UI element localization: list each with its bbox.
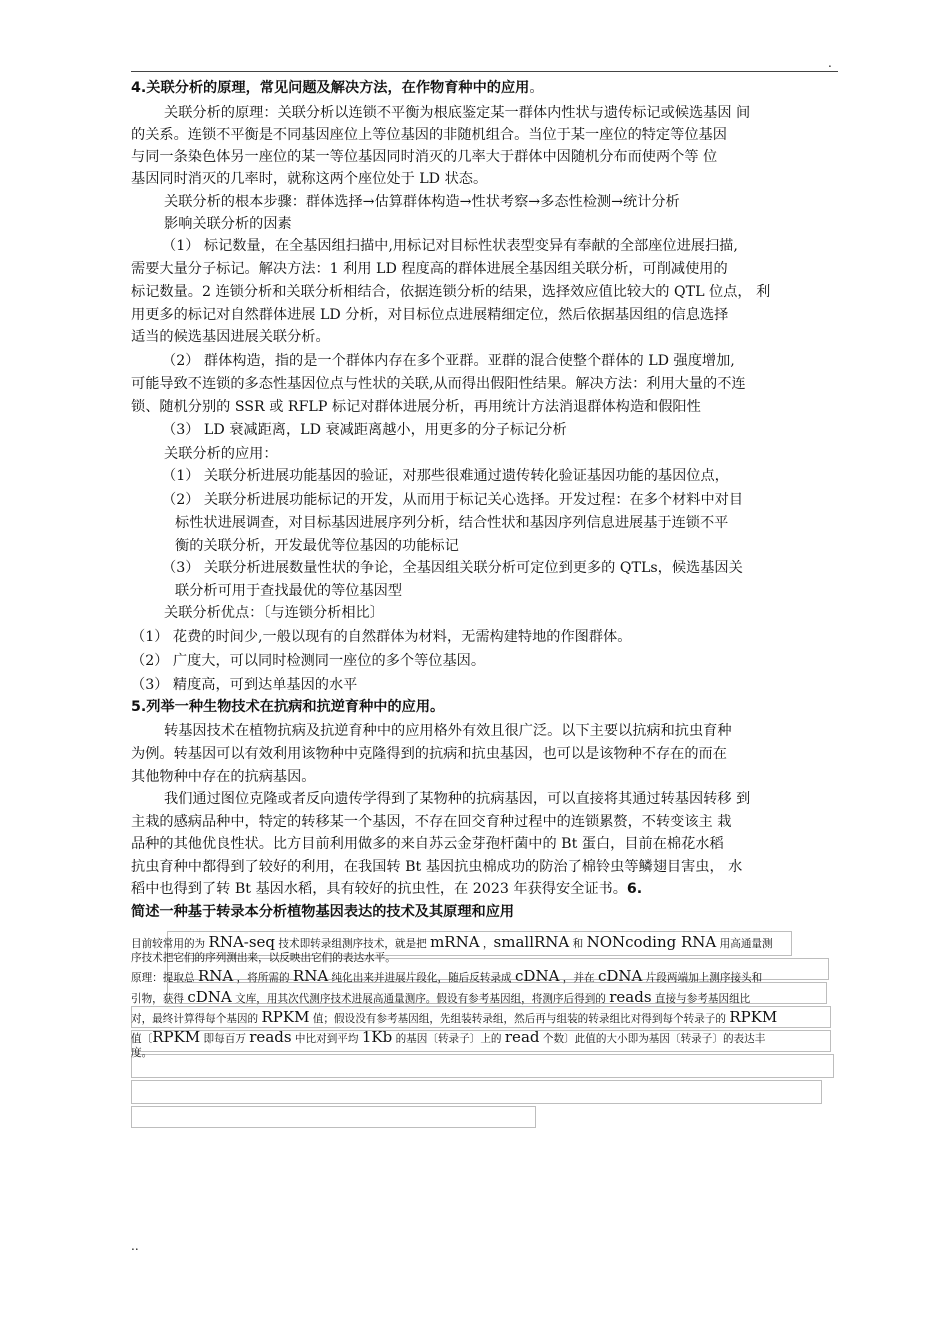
s6-intro-line: 目前较常用的为 RNA-seq 技术即转录组测序技术，就是把 mRNA ，smallRNA 和 NONcoding RNA 用高通量测	[131, 933, 773, 951]
advantage-item: （1） 花费的时间少,一般以现有的自然群体为材料，无需构建特地的作图群体。	[131, 629, 632, 645]
footer-mark: ..	[131, 1239, 139, 1253]
application2-line: 衡的关联分析，开发最优等位基因的功能标记	[175, 538, 459, 554]
s5-paragraph-line: 抗虫育种中都得到了较好的利用，在我国转 Bt 基因抗虫棉成功的防治了棉铃虫等鳞翅目害虫， 水	[131, 859, 743, 875]
factor1-line: 标记数量。2 连锁分析和关联分析相结合，依据连锁分析的结果，选择效应值比较大的 QTL 位点， 利	[131, 284, 771, 300]
advantage-item: （2） 广度大，可以同时检测同一座位的多个等位基因。	[131, 653, 486, 669]
header-rule	[131, 71, 838, 72]
application1-line: （1） 关联分析进展功能基因的验证，对那些很难通过遗传转化验证基因功能的基因位点，	[162, 468, 729, 484]
section6-number: 6.	[626, 881, 643, 897]
application3-line: 联分析可用于查找最优的等位基因型	[175, 583, 403, 599]
factor1-line: 适当的候选基因进展关联分析。	[131, 329, 330, 345]
s6-principle-line: 原理：提取总 RNA ，将所需的 RNA 纯化出来并进展片段化，随后反转录成 cDNA ，并在 cDNA 片段两端加上测序接头和	[131, 967, 763, 985]
application3-line: （3） 关联分析进展数量性状的争论，全基因组关联分析可定位到更多的 QTLs，候选基因关	[162, 560, 743, 576]
s6-principle-line: 引物，获得 cDNA 文库，用其次代测序技术进展高通量测序。假设有参考基因组，将测序后得到的 reads 直接与参考基因组比	[131, 988, 751, 1006]
section6-heading: 简述一种基于转录本分析植物基因表达的技术及其原理和应用	[131, 904, 515, 920]
s4-paragraph-line: 关联分析的原理：关联分析以连锁不平衡为根底鉴定某一群体内性状与遗传标记或候选基因 间	[164, 105, 751, 121]
factor2-line: （2） 群体构造，指的是一个群体内存在多个亚群。亚群的混合使整个群体的 LD 强度增加,	[162, 353, 735, 369]
s4-paragraph-line: 的关系。连锁不平衡是不同基因座位上等位基因的非随机组合。当位于某一座位的特定等位基因	[131, 127, 727, 143]
factor3-line: （3） LD 衰减距离，LD 衰减距离越小，用更多的分子标记分析	[162, 422, 567, 438]
textbox-outline	[131, 1080, 822, 1104]
factor1-line: 需要大量分子标记。解决方法：1 利用 LD 程度高的群体进展全基因组关联分析，可削减使用的	[131, 261, 728, 277]
section5-heading: 5.列举一种生物技术在抗病和抗逆育种中的应用。	[131, 699, 445, 715]
s5-paragraph-line: 主栽的感病品种中，特定的转移某一个基因，不存在回交育种过程中的连锁累赘，不转变该主 栽	[131, 814, 732, 830]
section4-heading: 4.关联分析的原理，常见问题及解决方法，在作物育种中的应用。	[131, 80, 544, 96]
factor2-line: 可能导致不连锁的多态性基因位点与性状的关联,从而得出假阳性结果。解决方法：利用大量的不连	[131, 376, 746, 392]
s6-principle-line: 度。	[131, 1047, 153, 1059]
textbox-outline	[131, 1106, 536, 1128]
s4-paragraph-line: 与同一条染色体另一座位的某一等位基因同时消灭的几率大于群体中因随机分布而使两个等 位	[131, 149, 718, 165]
factor1-line: 用更多的标记对自然群体进展 LD 分析，对目标位点进展精细定位，然后依据基因组的信息选择	[131, 307, 729, 323]
s5-paragraph-line: 其他物种中存在的抗病基因。	[131, 769, 316, 785]
factor1-line: （1） 标记数量，在全基因组扫描中,用标记对目标性状表型变异有奉献的全部座位进展扫描,	[162, 238, 738, 254]
s5-paragraph-line: 我们通过图位克隆或者反向遗传学得到了某物种的抗病基因，可以直接将其通过转基因转移 到	[164, 791, 751, 807]
application-title: 关联分析的应用：	[164, 446, 278, 462]
factor2-line: 锁、随机分别的 SSR 或 RFLP 标记对群体进展分析，再用统计方法消退群体构造和假阳性	[131, 399, 701, 415]
textbox-outline	[131, 1054, 834, 1078]
s5-paragraph-line: 为例。转基因可以有效利用该物种中克隆得到的抗病和抗虫基因，也可以是该物种不存在的而在	[131, 746, 727, 762]
s6-principle-line: 值〔RPKM 即每百万 reads 中比对到平均 1Kb 的基因〔转录子〕上的 read 个数〕此值的大小即为基因〔转录子〕的表达丰	[131, 1028, 766, 1046]
s6-principle-line: 对，最终计算得每个基因的 RPKM 值；假设没有参考基因组，先组装转录组，然后再与组装的转录组比对得到每个转录子的 RPKM	[131, 1008, 778, 1026]
application2-line: （2） 关联分析进展功能标记的开发，从而用于标记关心选择。开发过程：在多个材料中对目	[162, 492, 744, 508]
header-mark: .	[828, 56, 832, 70]
application2-line: 标性状进展调查，对目标基因进展序列分析，结合性状和基因序列信息进展基于连锁不平	[175, 515, 729, 531]
s5-paragraph-line: 稻中也得到了转 Bt 基因水稻，具有较好的抗虫性，在 2023 年获得安全证书。6.	[131, 881, 643, 897]
steps-text: 关联分析的根本步骤：群体选择→估算群体构造→性状考察→多态性检测→统计分析	[164, 194, 680, 210]
s6-intro-line: 序技术把它们的序列测出来，以反映出它们的表达水平。	[131, 952, 396, 964]
advantage-item: （3） 精度高，可到达单基因的水平	[131, 677, 358, 693]
s4-paragraph-line: 基因同时消灭的几率时，就称这两个座位处于 LD 状态。	[131, 171, 488, 187]
advantages-title: 关联分析优点：〔与连锁分析相比〕	[164, 605, 384, 621]
s5-paragraph-line: 品种的其他优良性状。比方目前利用做多的来自苏云金芽孢杆菌中的 Bt 蛋白，目前在棉花水稻	[131, 836, 724, 852]
s5-paragraph-line: 转基因技术在植物抗病及抗逆育种中的应用格外有效且很广泛。以下主要以抗病和抗虫育种	[164, 723, 732, 739]
factors-title: 影响关联分析的因素	[164, 216, 292, 232]
